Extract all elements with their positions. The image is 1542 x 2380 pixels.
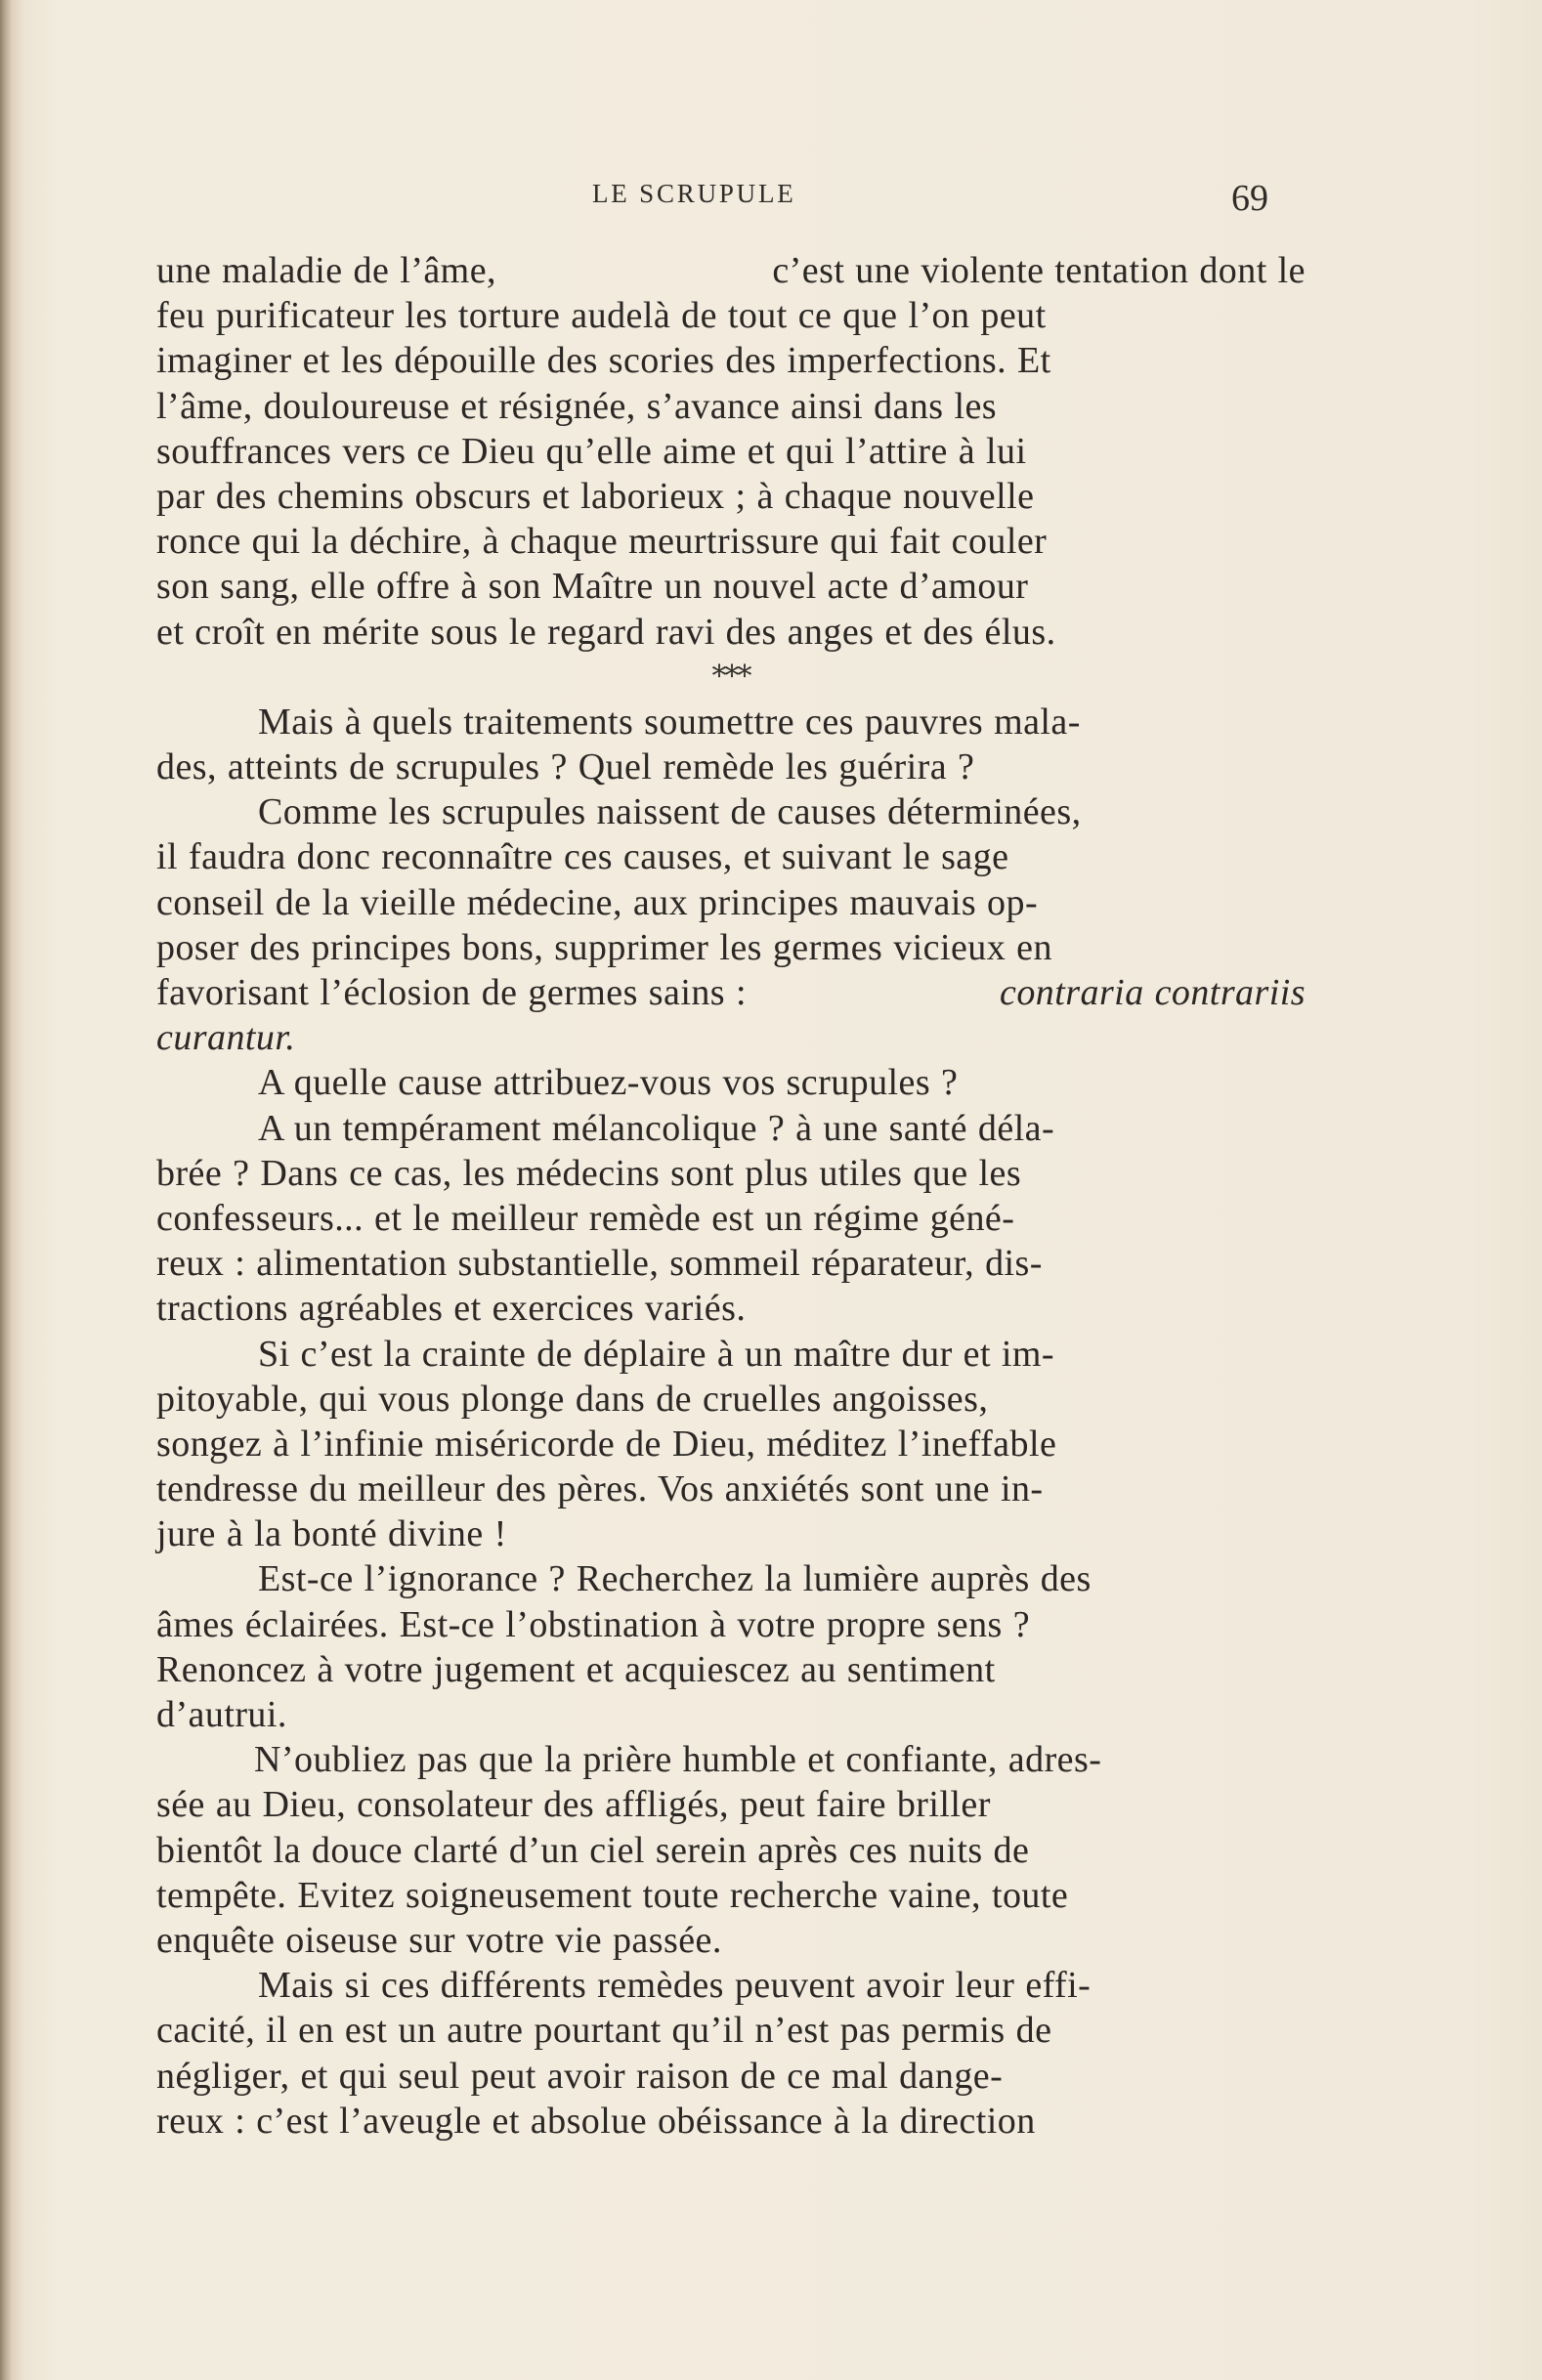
line-segment: Est-ce l’ignorance ? Recherchez la lumière auprès des	[258, 1558, 1092, 1600]
text-line-37	[156, 1873, 1306, 1918]
text-line-40	[156, 2008, 1306, 2053]
running-header	[0, 179, 1542, 218]
text-line-22	[156, 1196, 1306, 1241]
line-segment: l’âme, douloureuse et résignée, s’avance ainsi dans les	[156, 385, 998, 427]
body-text	[156, 248, 1306, 2144]
line-segment: imaginer et les dépouille des scories des imperfections. Et	[156, 340, 1051, 382]
text-line-5	[156, 429, 1306, 474]
line-segment: Mais si ces différents remèdes peuvent avoir leur effi-	[258, 1965, 1092, 2007]
text-line-13	[156, 789, 1306, 834]
text-line-38	[156, 1918, 1306, 1963]
line-segment: confesseurs... et le meilleur remède est un régime géné-	[156, 1197, 1015, 1239]
line-segment: tractions agréables et exercices variés.	[156, 1288, 747, 1330]
text-line-41	[156, 2054, 1306, 2099]
text-line-23	[156, 1241, 1306, 1286]
line-segment: feu purificateur les torture audelà de tout ce que l’on peut	[156, 295, 1047, 337]
line-segment: âmes éclairées. Est-ce l’obstination à votre propre sens ?	[156, 1603, 1031, 1645]
text-line-17	[156, 970, 1306, 1015]
text-line-2	[156, 293, 1306, 338]
text-line-25	[156, 1332, 1306, 1377]
text-line-20	[156, 1106, 1306, 1151]
text-line-4	[156, 384, 1306, 429]
text-line-29	[156, 1511, 1306, 1556]
line-segment: négliger, et qui seul peut avoir raison de ce mal dange-	[156, 2055, 1004, 2097]
line-segment: enquête oiseuse sur votre vie passée.	[156, 1919, 722, 1961]
line-segment: Renoncez à votre jugement et acquiescez au sentiment	[156, 1648, 996, 1690]
line-segment: souffrances vers ce Dieu qu’elle aime et qui l’attire à lui	[156, 430, 1027, 472]
text-line-35	[156, 1782, 1306, 1827]
text-line-30	[156, 1556, 1306, 1601]
line-segment: N’oubliez pas que la prière humble et confiante, adres-	[254, 1739, 1102, 1781]
line-segment: son sang, elle offre à son Maître un nouvel acte d’amour	[156, 566, 1029, 608]
line-segment: Comme les scrupules naissent de causes déterminées,	[258, 791, 1082, 833]
text-line-16	[156, 925, 1306, 970]
text-line-7	[156, 519, 1306, 564]
text-line-12	[156, 744, 1306, 789]
text-line-15	[156, 880, 1306, 925]
text-line-31	[156, 1602, 1306, 1647]
section-break-ornament	[156, 655, 1306, 700]
text-line-36	[156, 1828, 1306, 1873]
line-segment: favorisant l’éclosion de germes sains :	[156, 972, 747, 1013]
line-segment: reux : alimentation substantielle, sommeil réparateur, dis-	[156, 1243, 1043, 1285]
text-line-26	[156, 1377, 1306, 1422]
text-line-1	[156, 248, 1306, 293]
page-binding-shadow	[0, 0, 12, 2380]
running-title: LE SCRUPULE	[592, 179, 796, 208]
line-segment: Si c’est la crainte de déplaire à un maître dur et im-	[258, 1333, 1055, 1375]
line-segment: il faudra donc reconnaître ces causes, et suivant le sage	[156, 836, 1009, 878]
text-line-19	[156, 1060, 1306, 1105]
text-line-8	[156, 564, 1306, 609]
line-segment: A quelle cause attribuez-vous vos scrupules ?	[258, 1062, 959, 1104]
line-segment: songez à l’infinie miséricorde de Dieu, méditez l’ineffable	[156, 1423, 1057, 1465]
line-segment: c’est une violente tentation dont le	[772, 250, 1306, 291]
line-segment: A un tempérament mélancolique ? à une santé déla-	[258, 1107, 1055, 1149]
text-line-11	[156, 700, 1306, 744]
line-segment: Mais à quels traitements soumettre ces pauvres mala-	[258, 701, 1081, 743]
line-segment: cacité, il en est un autre pourtant qu’il n’est pas permis de	[156, 2010, 1052, 2052]
text-line-18	[156, 1015, 1306, 1060]
line-segment: reux : c’est l’aveugle et absolue obéissance à la direction	[156, 2100, 1036, 2142]
text-line-24	[156, 1286, 1306, 1331]
text-line-42	[156, 2099, 1306, 2144]
line-segment: jure à la bonté divine !	[156, 1513, 507, 1555]
line-segment: bientôt la douce clarté d’un ciel serein après ces nuits de	[156, 1829, 1030, 1871]
text-line-27	[156, 1422, 1306, 1466]
line-segment: et croît en mérite sous le regard ravi des anges et des élus.	[156, 611, 1056, 653]
line-segment: tendresse du meilleur des pères. Vos anxiétés sont une in-	[156, 1468, 1044, 1510]
text-line-21	[156, 1151, 1306, 1196]
text-line-33	[156, 1692, 1306, 1737]
text-line-9	[156, 610, 1306, 655]
line-segment: brée ? Dans ce cas, les médecins sont plus utiles que les	[156, 1152, 1022, 1194]
line-segment: par des chemins obscurs et laborieux ; à chaque nouvelle	[156, 475, 1035, 517]
line-segment: conseil de la vieille médecine, aux principes mauvais op-	[156, 881, 1039, 923]
line-segment: poser des principes bons, supprimer les germes vicieux en	[156, 926, 1052, 968]
line-segment: pitoyable, qui vous plonge dans de cruelles angoisses,	[156, 1378, 989, 1420]
line-segment: une maladie de l’âme,	[156, 250, 496, 291]
text-line-6	[156, 474, 1306, 519]
line-segment: ronce qui la déchire, à chaque meurtrissure qui fait couler	[156, 521, 1048, 563]
asterism: ***	[711, 659, 750, 694]
text-line-34	[156, 1737, 1306, 1782]
line-segment: tempête. Evitez soigneusement toute recherche vaine, toute	[156, 1874, 1069, 1916]
text-line-32	[156, 1647, 1306, 1692]
latin-phrase-continued: curantur.	[156, 1017, 296, 1059]
page-number: 69	[1231, 178, 1268, 219]
latin-phrase: contraria contrariis	[1000, 972, 1306, 1013]
text-line-14	[156, 834, 1306, 879]
line-segment: des, atteints de scrupules ? Quel remède les guérira ?	[156, 746, 975, 788]
text-line-28	[156, 1466, 1306, 1511]
line-segment: d’autrui.	[156, 1694, 287, 1735]
text-line-3	[156, 338, 1306, 383]
text-line-39	[156, 1963, 1306, 2008]
line-segment: sée au Dieu, consolateur des affligés, peut faire briller	[156, 1784, 991, 1826]
